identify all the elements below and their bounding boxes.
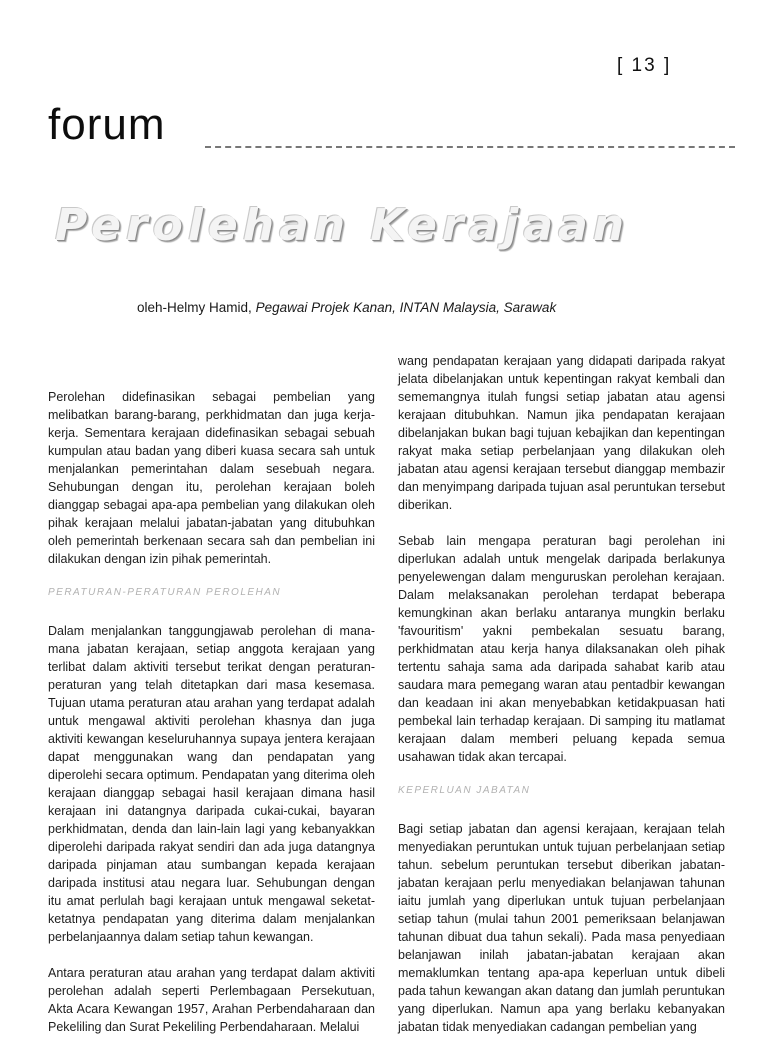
article-title: Perolehan Kerajaan <box>55 200 630 251</box>
paragraph: Bagi setiap jabatan dan agensi kerajaan, kerajaan telah menyediakan peruntukan untuk tujuan perbelanjaan setiap tahun. sebelum peruntukan tersebut diberikan jabatan-jabatan kerajaan perlu menyediakan belanjawan tahunan iaitu jumlah yang diperlukan untuk tujuan perbelanjaan setiap tahun (mulai tahun 2001 pemeriksaan belanjawan tahunan dibuat dua tahun sekali). Pada masa penyediaan belanjawan inilah jabatan-jabatan kerajaan akan memaklumkan tentang apa-apa keperluan untuk dibeli pada tahun kewangan akan datang dan jumlah peruntukan yang diperlukan. Namun apa yang berlaku kebanyakan jabatan tidak menyediakan cadangan pembelian yang <box>398 822 725 1034</box>
subheading-pengenalan <box>48 352 375 366</box>
paragraph: wang pendapatan kerajaan yang didapati daripada rakyat jelata dibelanjakan untuk kepentingan rakyat kembali dan sememangnya itulah fungsi setiap jabatan atau agensi kerajaan ditubuhkan. Namun jika pendapatan kerajaan dibelanjakan bukan bagi tujuan kebajikan dan kepentingan rakyat maka setiap perbelanjaan yang dilakukan oleh jabatan atau agensi kerajaan tersebut dianggap membazir dan menyimpang daripada tujuan asal peruntukan tersebut diberikan. <box>398 354 725 512</box>
subheading-keperluan: KEPERLUAN JABATAN <box>398 785 531 796</box>
paragraph: Antara peraturan atau arahan yang terdapat dalam aktiviti perolehan adalah seperti Perlembagaan Persekutuan, Akta Acara Kewangan 1957, Arahan Perbendaharaan dan Pekeliling dan Surat Pekeliling Perbendaharaan. Melalui <box>48 966 375 1034</box>
byline-author: oleh-Helmy Hamid, <box>137 300 252 315</box>
paragraph: Sebab lain mengapa peraturan bagi perolehan ini diperlukan adalah untuk mengelak daripada berlakunya penyelewengan dalam menguruskan perolehan kerajaan. Dalam melaksanakan perolehan terdapat beberapa kemungkinan akan berlaku antaranya mungkin berlaku 'favouritism' yakni pembekalan sesuatu barang, perkhidmatan atau kerja hanya dilaksanakan oleh pihak tertentu sahaja sama ada daripada sahabat karib atau saudara mara pemegang waran atau pentadbir kewangan dan keadaan ini akan menyebabkan ketidakpuasan hati pembekal lain terhadap kerajaan. Di samping itu matlamat kerajaan dalam memberi peluang kepada semua usahawan tidak akan tercapai. <box>398 534 725 764</box>
byline-role: Pegawai Projek Kanan, INTAN Malaysia, Sarawak <box>255 300 557 315</box>
paragraph: Dalam menjalankan tanggungjawab perolehan di mana-mana jabatan kerajaan, setiap anggota kerajaan yang terlibat dalam aktiviti tersebut terikat dengan peraturan-peraturan yang telah ditetapkan dari masa kesemasa. Tujuan utama peraturan atau arahan yang terdapat adalah untuk mengawal aktiviti perolehan khasnya dan juga aktiviti kewangan keseluruhannya supaya jentera kerajaan dapat menggunakan wang dan pendapatan yang diperolehi secara optimum. Pendapatan yang diterima oleh kerajaan dianggap sebagai hasil kerajaan dimana hasil kerajaan ini datangnya daripada cukai-cukai, bayaran perkhidmatan, denda dan lain-lain lagi yang kebanyakkan diperolehi daripada rakyat sendiri dan ada juga datangnya daripada pinjaman atau sumbangan kepada kerajaan daripada institusi atau negara luar. Sehubungan dengan itu amat perlulah bagi kerajaan untuk mengawal seketat-ketatnya pendapatan yang diterima dalam menjalankan perbelanjaannya dalam setiap tahun kewangan. <box>48 624 375 944</box>
left-column <box>48 352 375 1054</box>
byline <box>137 300 556 315</box>
right-column <box>398 352 725 1054</box>
heading-rule <box>205 146 735 148</box>
forum-heading: forum <box>48 100 166 149</box>
page-number: [ 13 ] <box>617 55 672 76</box>
subheading-peraturan: PERATURAN-PERATURAN PEROLEHAN <box>48 587 282 598</box>
paragraph: Perolehan didefinasikan sebagai pembelian yang melibatkan barang-barang, perkhidmatan dan juga kerja-kerja. Sementara kerajaan didefinasikan sebagai sebuah kumpulan atau badan yang diberi kuasa secara sah untuk menjalankan pemerintahan dalam sesebuah negara. Sehubungan dengan itu, perolehan kerajaan boleh dianggap sebagai apa-apa pembelian yang dilakukan oleh pihak kerajaan melalui jabatan-jabatan yang ditubuhkan oleh pemerintah berkenaan secara sah dan pembelian ini dilakukan dengan izin pihak pemerintah. <box>48 390 375 566</box>
